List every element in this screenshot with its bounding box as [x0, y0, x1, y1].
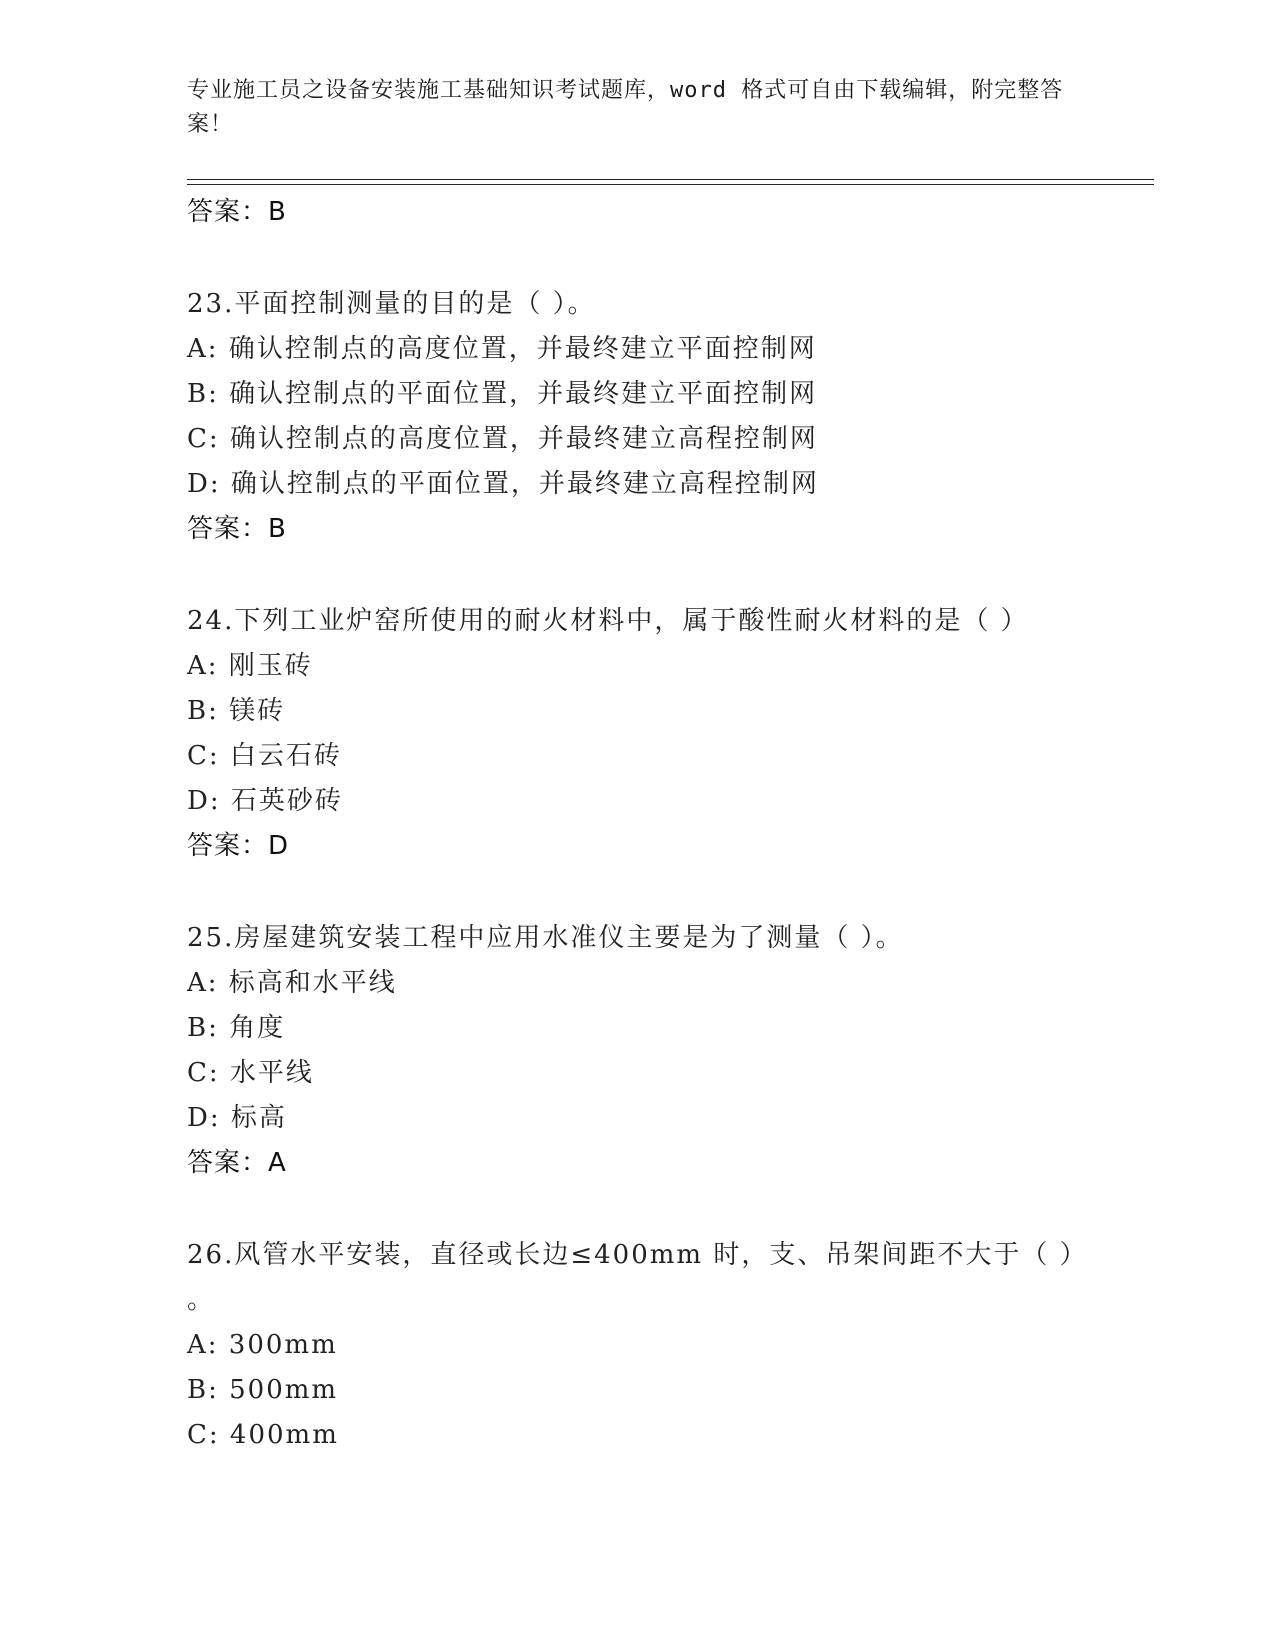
- option-a: A: 刚玉砖: [187, 651, 313, 681]
- answer-22: 答案：B: [187, 197, 287, 227]
- header-rule-top: [187, 179, 1154, 180]
- header-rule-bottom: [187, 184, 1154, 185]
- page-header: 专业施工员之设备安装施工基础知识考试题库，word 格式可自由下载编辑，附完整答案！: [187, 78, 1064, 137]
- option-a: A: 确认控制点的高度位置，并最终建立平面控制网: [187, 334, 817, 364]
- question-stem: 24.下列工业炉窑所使用的耐火材料中，属于酸性耐火材料的是（ ）: [187, 606, 1029, 636]
- question-26: [187, 1233, 1087, 1458]
- answer: 答案：D: [187, 831, 290, 861]
- question-23: [187, 282, 1087, 552]
- option-c: C: 白云石砖: [187, 741, 342, 771]
- option-d: D: 确认控制点的平面位置，并最终建立高程控制网: [187, 469, 819, 499]
- question-stem: 26.风管水平安装，直径或长边≤400mm 时，支、吊架间距不大于（ ）: [187, 1240, 1088, 1270]
- option-d: D: 石英砂砖: [187, 786, 343, 816]
- option-c: C: 确认控制点的高度位置，并最终建立高程控制网: [187, 424, 818, 454]
- answer: 答案：A: [187, 1148, 287, 1178]
- option-d: D: 标高: [187, 1103, 287, 1133]
- document-body: [187, 190, 1087, 1458]
- option-c: C: 水平线: [187, 1058, 314, 1088]
- question-stem: 23.平面控制测量的目的是（ ）。: [187, 289, 596, 319]
- question-24: [187, 599, 1087, 869]
- option-b: B: 镁砖: [187, 696, 286, 726]
- question-25: [187, 916, 1087, 1186]
- option-b: B: 500mm: [187, 1375, 339, 1405]
- option-c: C: 400mm: [187, 1420, 339, 1450]
- question-stem-continuation: 。: [187, 1285, 216, 1315]
- answer: 答案：B: [187, 514, 287, 544]
- option-a: A: 300mm: [187, 1330, 338, 1360]
- option-b: B: 角度: [187, 1013, 286, 1043]
- option-a: A: 标高和水平线: [187, 968, 397, 998]
- option-b: B: 确认控制点的平面位置，并最终建立平面控制网: [187, 379, 818, 409]
- question-stem: 25.房屋建筑安装工程中应用水准仪主要是为了测量（ ）。: [187, 923, 904, 953]
